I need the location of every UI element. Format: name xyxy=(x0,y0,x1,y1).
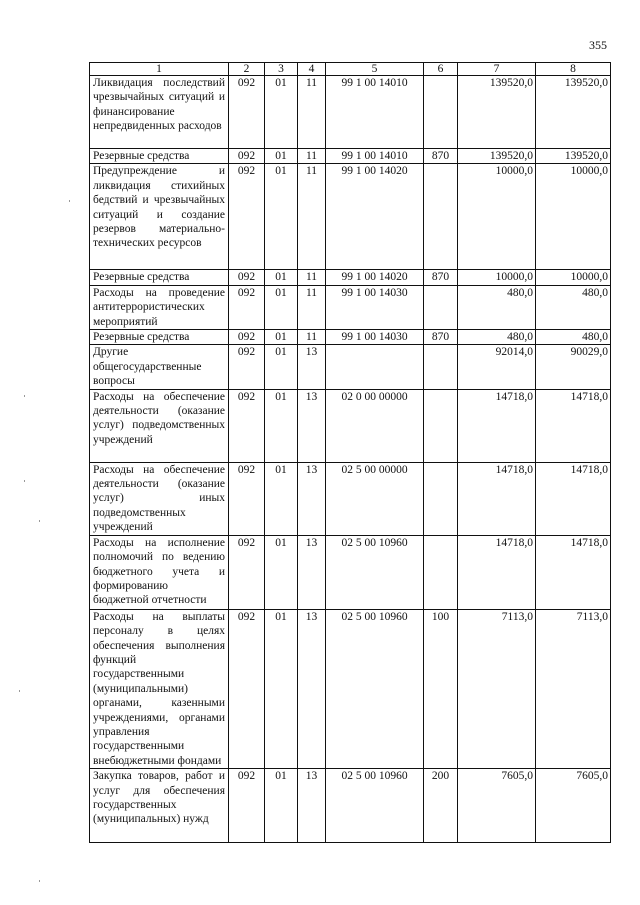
row-amount-1-cell: 139520,0 xyxy=(458,149,536,164)
row-subsection-cell: 13 xyxy=(298,345,326,389)
row-code-cell: 092 xyxy=(229,462,265,535)
row-name-cell: Предупреждение и ликвидация стихийных бедствий и чрезвычайных ситуаций и создание резервов материально-технических ресурсов xyxy=(90,164,229,270)
row-amount-1-cell: 10000,0 xyxy=(458,270,536,285)
row-target-cell: 99 1 00 14010 xyxy=(326,76,424,149)
table-row xyxy=(90,462,611,535)
header-cell: 4 xyxy=(298,63,326,76)
budget-table xyxy=(89,62,611,843)
table-row xyxy=(90,535,611,609)
row-code-cell: 092 xyxy=(229,609,265,768)
row-name-cell: Другие общегосударственные вопросы xyxy=(90,345,229,389)
row-name-cell: Резервные средства xyxy=(90,330,229,345)
row-name-cell: Резервные средства xyxy=(90,149,229,164)
row-code-cell: 092 xyxy=(229,270,265,285)
row-expense-type-cell xyxy=(424,345,458,389)
row-section-cell: 01 xyxy=(265,462,298,535)
row-expense-type-cell xyxy=(424,76,458,149)
row-expense-type-cell xyxy=(424,462,458,535)
row-amount-1-cell: 14718,0 xyxy=(458,535,536,609)
row-code-cell: 092 xyxy=(229,285,265,329)
row-subsection-cell: 13 xyxy=(298,609,326,768)
header-cell: 3 xyxy=(265,63,298,76)
row-name-cell: Ликвидация последствий чрезвычайных ситуаций и финансирование непредвиденных расходов xyxy=(90,76,229,149)
scan-speck xyxy=(39,520,40,522)
row-amount-1-cell: 480,0 xyxy=(458,285,536,329)
header-cell: 8 xyxy=(536,63,611,76)
row-target-cell: 99 1 00 14030 xyxy=(326,330,424,345)
row-section-cell: 01 xyxy=(265,270,298,285)
row-subsection-cell: 13 xyxy=(298,769,326,843)
table-row xyxy=(90,609,611,768)
row-section-cell: 01 xyxy=(265,330,298,345)
row-code-cell: 092 xyxy=(229,76,265,149)
row-code-cell: 092 xyxy=(229,345,265,389)
header-cell: 1 xyxy=(90,63,229,76)
row-target-cell: 02 5 00 10960 xyxy=(326,535,424,609)
row-target-cell: 02 5 00 00000 xyxy=(326,462,424,535)
scan-speck xyxy=(69,200,70,202)
row-code-cell: 092 xyxy=(229,164,265,270)
row-expense-type-cell: 870 xyxy=(424,330,458,345)
row-section-cell: 01 xyxy=(265,345,298,389)
row-section-cell: 01 xyxy=(265,149,298,164)
row-name-cell: Расходы на обеспечение деятельности (оказание услуг) подведомственных учреждений xyxy=(90,389,229,462)
row-section-cell: 01 xyxy=(265,76,298,149)
row-amount-1-cell: 7113,0 xyxy=(458,609,536,768)
row-amount-2-cell: 7113,0 xyxy=(536,609,611,768)
row-subsection-cell: 13 xyxy=(298,535,326,609)
row-amount-2-cell: 14718,0 xyxy=(536,462,611,535)
row-amount-2-cell: 90029,0 xyxy=(536,345,611,389)
row-amount-1-cell: 7605,0 xyxy=(458,769,536,843)
header-cell: 2 xyxy=(229,63,265,76)
row-expense-type-cell xyxy=(424,389,458,462)
row-expense-type-cell: 870 xyxy=(424,270,458,285)
table-row xyxy=(90,769,611,843)
scan-speck xyxy=(39,880,40,882)
row-amount-1-cell: 10000,0 xyxy=(458,164,536,270)
row-subsection-cell: 11 xyxy=(298,164,326,270)
table-row xyxy=(90,330,611,345)
row-target-cell xyxy=(326,345,424,389)
row-code-cell: 092 xyxy=(229,535,265,609)
table-row xyxy=(90,149,611,164)
table-row xyxy=(90,164,611,270)
row-amount-1-cell: 14718,0 xyxy=(458,462,536,535)
row-subsection-cell: 11 xyxy=(298,330,326,345)
row-section-cell: 01 xyxy=(265,164,298,270)
table-header-row xyxy=(90,63,611,76)
header-cell: 6 xyxy=(424,63,458,76)
row-subsection-cell: 11 xyxy=(298,76,326,149)
row-name-cell: Расходы на выплаты персоналу в целях обеспечения выполнения функций государственными (муниципальными) органами, казенными учреждениями, органами управления государственными внебюджетными фондами xyxy=(90,609,229,768)
row-section-cell: 01 xyxy=(265,609,298,768)
row-amount-2-cell: 10000,0 xyxy=(536,270,611,285)
row-target-cell: 02 5 00 10960 xyxy=(326,769,424,843)
table-row xyxy=(90,285,611,329)
row-target-cell: 02 5 00 10960 xyxy=(326,609,424,768)
row-amount-2-cell: 139520,0 xyxy=(536,76,611,149)
row-name-cell: Расходы на обеспечение деятельности (оказание услуг) иных подведомственных учреждений xyxy=(90,462,229,535)
row-code-cell: 092 xyxy=(229,389,265,462)
row-name-cell: Закупка товаров, работ и услуг для обеспечения государственных (муниципальных) нужд xyxy=(90,769,229,843)
row-code-cell: 092 xyxy=(229,769,265,843)
row-name-cell: Резервные средства xyxy=(90,270,229,285)
row-section-cell: 01 xyxy=(265,389,298,462)
scan-speck xyxy=(24,395,25,397)
row-amount-1-cell: 92014,0 xyxy=(458,345,536,389)
row-amount-1-cell: 139520,0 xyxy=(458,76,536,149)
row-amount-2-cell: 480,0 xyxy=(536,330,611,345)
row-subsection-cell: 13 xyxy=(298,389,326,462)
header-cell: 7 xyxy=(458,63,536,76)
table-row xyxy=(90,345,611,389)
page-number: 355 xyxy=(589,38,607,52)
row-amount-2-cell: 139520,0 xyxy=(536,149,611,164)
row-expense-type-cell xyxy=(424,164,458,270)
row-expense-type-cell xyxy=(424,535,458,609)
row-section-cell: 01 xyxy=(265,285,298,329)
table-row xyxy=(90,270,611,285)
scan-speck xyxy=(24,480,25,482)
row-amount-2-cell: 7605,0 xyxy=(536,769,611,843)
row-subsection-cell: 11 xyxy=(298,285,326,329)
row-section-cell: 01 xyxy=(265,535,298,609)
row-amount-2-cell: 480,0 xyxy=(536,285,611,329)
row-target-cell: 99 1 00 14020 xyxy=(326,270,424,285)
table-row xyxy=(90,389,611,462)
row-code-cell: 092 xyxy=(229,330,265,345)
row-amount-1-cell: 14718,0 xyxy=(458,389,536,462)
row-amount-2-cell: 10000,0 xyxy=(536,164,611,270)
row-amount-1-cell: 480,0 xyxy=(458,330,536,345)
row-section-cell: 01 xyxy=(265,769,298,843)
row-expense-type-cell: 200 xyxy=(424,769,458,843)
row-target-cell: 02 0 00 00000 xyxy=(326,389,424,462)
row-target-cell: 99 1 00 14010 xyxy=(326,149,424,164)
row-target-cell: 99 1 00 14020 xyxy=(326,164,424,270)
row-code-cell: 092 xyxy=(229,149,265,164)
row-amount-2-cell: 14718,0 xyxy=(536,389,611,462)
table-row xyxy=(90,76,611,149)
row-name-cell: Расходы на проведение антитеррористических мероприятий xyxy=(90,285,229,329)
row-target-cell: 99 1 00 14030 xyxy=(326,285,424,329)
row-expense-type-cell: 100 xyxy=(424,609,458,768)
scan-speck xyxy=(19,690,20,692)
row-subsection-cell: 13 xyxy=(298,462,326,535)
row-subsection-cell: 11 xyxy=(298,149,326,164)
row-expense-type-cell xyxy=(424,285,458,329)
row-amount-2-cell: 14718,0 xyxy=(536,535,611,609)
row-subsection-cell: 11 xyxy=(298,270,326,285)
row-name-cell: Расходы на исполнение полномочий по ведению бюджетного учета и формированию бюджетной отчетности xyxy=(90,535,229,609)
row-expense-type-cell: 870 xyxy=(424,149,458,164)
header-cell: 5 xyxy=(326,63,424,76)
